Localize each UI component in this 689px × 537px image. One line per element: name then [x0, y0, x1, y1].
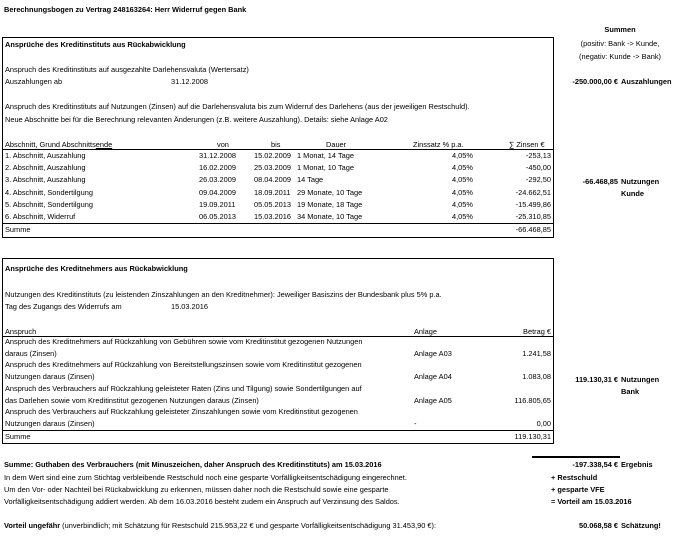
abschnitt-row-4-bis: 18.09.2011	[254, 187, 291, 197]
abschnitt-row-5-bis: 05.05.2013	[254, 199, 291, 209]
section2-summe-value: 119.130,31	[514, 432, 551, 441]
anspruch-row-4-betrag: 0,00	[536, 418, 551, 428]
abschnitt-row-3-bis: 08.04.2009	[254, 175, 291, 185]
auszahlung-label: Auszahlungen ab	[5, 77, 63, 86]
anspruch-row-4-anlage: -	[414, 418, 417, 428]
abschnitt-row-5-zins: 4,05%	[452, 199, 473, 209]
summary-line1: In dem Wert sind eine zum Stichtag verbleibende Restschuld noch eine gesparte Vorfälligkeitsentschädigung eingerechnet.	[4, 473, 407, 482]
abschnitt-row-2-name: 2. Abschnitt, Auszahlung	[5, 163, 86, 173]
abschnitt-row-1-dauer: 1 Monat, 14 Tage	[297, 151, 354, 160]
abschnitt-row-1-name: 1. Abschnitt, Auszahlung	[5, 151, 86, 160]
vorteil-am: = Vorteil am 15.03.2016	[551, 497, 632, 506]
anspruch-row-3-anlage: Anlage A05	[414, 395, 452, 405]
summary-line2: Um den Vor- oder Nachteil bei Rückabwicklung zu erkennen, müssen daher noch die Restschuld sowie eine gesparte	[4, 485, 389, 494]
abschnitt-row-5-dauer: 19 Monate, 18 Tage	[297, 199, 363, 209]
abschnitt-row-4-betrag: -24.662,51	[515, 187, 551, 197]
anspruch-row-1-line1: Anspruch des Kreditnehmers auf Rückzahlung von Gebühren sowie vom Kreditinstitut gezogenen Nutzungen	[5, 337, 363, 346]
abschnitt-row-6-betrag: -25.310,85	[515, 212, 551, 221]
plus-restschuld: + Restschuld	[551, 473, 598, 482]
tag-zugang-date: 15.03.2016	[171, 302, 208, 311]
abschnitt-row-5-betrag: -15.499,86	[515, 199, 551, 209]
tag-zugang-label: Tag des Zugangs des Widerrufs am	[5, 302, 122, 311]
abschnitt-row-4-name: 4. Abschnitt, Sondertilgung	[5, 187, 93, 197]
anspruch-row-2-betrag: 1.083,08	[522, 372, 551, 382]
summary-line3: Vorfälligkeitsentschädigung addiert werden. Ab dem 16.03.2016 besteht zudem ein Anspruch auf Verzinsung des Saldos.	[4, 497, 400, 506]
abschnitt-row-5-name: 5. Abschnitt, Sondertilgung	[5, 199, 93, 209]
abschnitt-row-6-von: 06.05.2013	[199, 212, 236, 221]
abschnitt-row-2-betrag: -450,00	[525, 163, 551, 173]
vorteil-line	[4, 522, 436, 529]
col-betrag-header: Betrag €	[523, 327, 551, 336]
abschnitt-row-2-zins: 4,05%	[452, 163, 473, 173]
summen-note-1: (positiv: Bank -> Kunde,	[580, 39, 660, 48]
summe-auszahlungen-label: Auszahlungen	[621, 77, 672, 86]
vorteil-rest: (unverbindlich; mit Schätzung für Restschuld 215.953,22 € und gesparte Vorfälligkeitsentschädigung 31.453,90 €):	[60, 521, 437, 530]
schaetzung-label: Schätzung!	[621, 521, 661, 530]
abschnitt-row-3-von: 26.03.2009	[199, 175, 236, 185]
abschnitt-row-2-dauer: 1 Monat, 10 Tage	[297, 163, 354, 173]
section1-line1: Anspruch des Kreditinstituts auf ausgezahlte Darlehensvaluta (Wertersatz)	[5, 65, 249, 74]
col-zinssatz-header: Zinssatz % p.a.	[413, 140, 464, 149]
abschnitt-row-4-von: 09.04.2009	[199, 187, 236, 197]
col-abschnitt-header	[5, 141, 112, 148]
summe-auszahlungen-value: -250.000,00 €	[572, 77, 618, 86]
abschnitt-row-1-von: 31.12.2008	[199, 151, 236, 160]
col-anspruch-header: Anspruch	[5, 327, 37, 336]
summen-heading: Summen	[604, 25, 636, 34]
anspruch-row-3-line1: Anspruch des Verbrauchers auf Rückzahlung geleisteter Raten (Zins und Tilgung) sowie Sondertilgungen auf	[5, 383, 362, 393]
col-bis-header: bis	[271, 140, 281, 149]
table1-sum-rule	[3, 223, 553, 224]
summe-nutzungen-bank-value: 119.130,31 €	[575, 375, 618, 384]
auszahlung-date: 31.12.2008	[171, 77, 208, 86]
section1-line4: Neue Abschnitte bei für die Berechnung relevanten Änderungen (z.B. weitere Auszahlung). Details: siehe Anlage A02	[5, 115, 388, 124]
abschnitt-row-6-dauer: 34 Monate, 10 Tage	[297, 212, 363, 221]
anspruch-row-4-line1: Anspruch des Verbrauchers auf Rückzahlung geleisteter Zinszahlungen sowie vom Kreditinstitut gezogenen	[5, 406, 358, 416]
anspruch-row-4-line2: Nutzungen daraus (Zinsen)	[5, 418, 95, 428]
anspruch-row-2-line1: Anspruch des Kreditnehmers auf Rückzahlung von Bereitstellungszinsen sowie vom Kreditinstitut gezogenen	[5, 360, 362, 370]
anspruch-row-2-line2: Nutzungen daraus (Zinsen)	[5, 372, 95, 382]
col-zinsen-header: ∑ Zinsen €	[509, 140, 545, 149]
col-von-header: von	[217, 140, 229, 149]
section-kreditnehmer	[2, 258, 554, 444]
section2-line1: Nutzungen des Kreditinstituts (zu leistenden Zinszahlungen an den Kreditnehmer): Jeweiliger Basiszins der Bundesbank plus 5% p.a.	[5, 290, 442, 299]
section1-summe-value: -66.468,85	[515, 225, 551, 234]
section1-line3: Anspruch des Kreditinstituts auf Nutzungen (Zinsen) auf die Darlehensvaluta bis zum Widerruf des Darlehens (aus der jeweiligen Restschuld).	[5, 102, 470, 111]
abschnitt-row-3-dauer: 14 Tage	[297, 175, 324, 185]
abschnitt-row-2-bis: 25.03.2009	[254, 163, 291, 173]
abschnitt-row-2-von: 16.02.2009	[199, 163, 236, 173]
abschnitt-row-1-bis: 15.02.2009	[254, 151, 291, 160]
abschnitt-row-5-von: 19.09.2011	[199, 199, 236, 209]
anspruch-row-1-betrag: 1.241,58	[522, 349, 551, 358]
col-abschnitt-prefix: Abschnitt, Grund Abschnitts	[5, 140, 96, 149]
col-anlage-header: Anlage	[414, 327, 438, 336]
section2-heading: Ansprüche des Kreditnehmers aus Rückabwicklung	[5, 264, 188, 273]
section1-summe-label: Summe	[5, 225, 31, 234]
summe-nutzungen-kunde-value: -66.468,85	[582, 177, 618, 186]
anspruch-row-2-anlage: Anlage A04	[414, 372, 452, 382]
summe-nutzungen-bank-label1: Nutzungen	[621, 375, 660, 384]
abschnitt-row-3-betrag: -292,50	[525, 175, 551, 185]
abschnitt-row-6-bis: 15.03.2016	[254, 212, 291, 221]
abschnitt-row-4-dauer: 29 Monate, 10 Tage	[297, 187, 363, 197]
abschnitt-row-3-name: 3. Abschnitt, Auszahlung	[5, 175, 86, 185]
plus-vfe: + gesparte VFE	[551, 485, 605, 494]
anspruch-row-3-betrag: 116.805,65	[514, 395, 551, 405]
anspruch-row-1-anlage: Anlage A03	[414, 349, 452, 358]
abschnitt-row-1-betrag: -253,13	[525, 151, 551, 160]
summe-nutzungen-kunde-label1: Nutzungen	[621, 177, 660, 186]
summen-note-2: (negativ: Kunde -> Bank)	[579, 52, 661, 61]
section1-heading: Ansprüche des Kreditinstituts aus Rückabwicklung	[5, 40, 186, 49]
abschnitt-row-6-name: 6. Abschnitt, Widerruf	[5, 212, 76, 221]
abschnitt-row-1-zins: 4,05%	[452, 151, 473, 160]
vorteil-bold: Vorteil ungefähr	[4, 521, 61, 530]
document-title: Berechnungsbogen zu Vertrag 248163264: Herr Widerruf gegen Bank	[4, 5, 247, 14]
anspruch-row-3-line2: das Darlehen sowie vom Kreditinstitut gezogenen Nutzungen daraus (Zinsen)	[5, 395, 259, 405]
abschnitt-row-3-zins: 4,05%	[452, 175, 473, 185]
col-dauer-header: Dauer	[326, 140, 347, 149]
ergebnis-rule	[532, 456, 620, 458]
summe-nutzungen-bank-label2: Bank	[621, 387, 640, 396]
abschnitt-row-6-zins: 4,05%	[452, 212, 473, 221]
section2-summe-label: Summe	[5, 432, 31, 441]
table1-header-rule	[3, 149, 553, 150]
ergebnis-value: -197.338,54 €	[572, 460, 618, 469]
anspruch-row-1-line2: daraus (Zinsen)	[5, 349, 57, 358]
col-abschnitt-suffix: ende	[95, 140, 113, 149]
table2-sum-rule	[3, 430, 553, 431]
ergebnis-label: Ergebnis	[621, 460, 653, 469]
abschnitt-row-4-zins: 4,05%	[452, 187, 473, 197]
summary-heading: Summe: Guthaben des Verbrauchers (mit Minuszeichen, daher Anspruch des Kreditinstituts) am 15.03.2016	[4, 460, 382, 469]
summe-nutzungen-kunde-label2: Kunde	[621, 189, 644, 198]
schaetzung-value: 50.068,58 €	[578, 521, 618, 530]
